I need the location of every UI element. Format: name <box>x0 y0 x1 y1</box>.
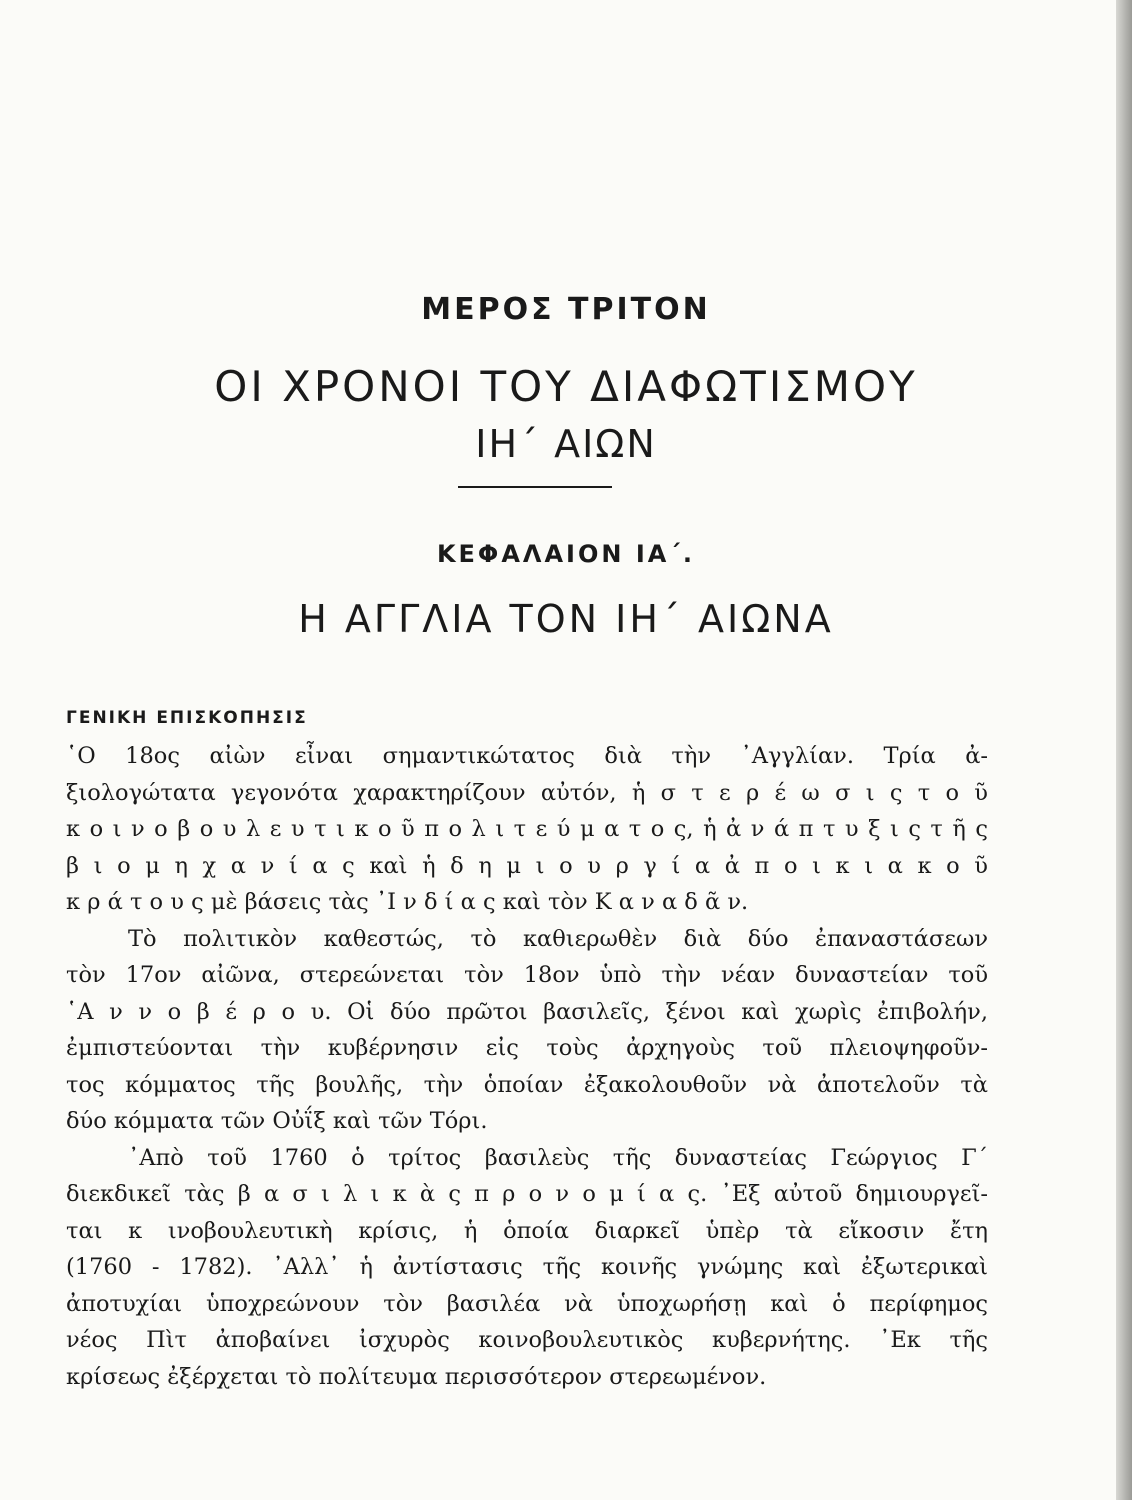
text-line: δύο κόμματα τῶν Οὐΐξ καὶ τῶν Τόρι. <box>66 1108 488 1134</box>
chapter-label: ΚΕΦΑΛΑΙΟΝ ΙΑ΄. <box>436 540 696 568</box>
text-line: ἐμπιστεύονται τὴν κυβέρνησιν εἰς τοὺς ἀρχηγοὺς τοῦ πλειοψηφοῦν- <box>66 1035 988 1061</box>
text-line: νέος Πὶτ ἀποβαίνει ἰσχυρὸς κοινοβουλευτικὸς κυβερνήτης. ᾿Εκ τῆς <box>66 1327 988 1353</box>
text-line: ῾Α ν ν ο β έ ρ ο υ. Οἱ δύο πρῶτοι βασιλεῖς, ξένοι καὶ χωρὶς ἐπιβολήν, <box>66 998 988 1025</box>
period-title: ΟΙ ΧΡΟΝΟΙ ΤΟΥ ΔΙΑΦΩΤΙΣΜΟΥ <box>214 362 918 411</box>
text-line: ῾Ο 18ος αἰὼν εἶναι σημαντικώτατος διὰ τὴν ᾿Αγγλίαν. Τρία ἀ- <box>66 743 988 769</box>
chapter-title: Η ΑΓΓΛΙΑ ΤΟΝ ΙΗ΄ ΑΙΩΝΑ <box>298 597 834 641</box>
text-line: τος κόμματος τῆς βουλῆς, τὴν ὁποίαν ἐξακολουθοῦν νὰ ἀποτελοῦν τὰ <box>66 1071 988 1098</box>
text-line: κρίσεως ἐξέρχεται τὸ πολίτευμα περισσότερον στερεωμένον. <box>66 1363 767 1390</box>
part-label: ΜΕΡΟΣ ΤΡΙΤΟΝ <box>421 292 711 327</box>
text-line: ται κ ινοβουλευτικὴ κρίσις, ἡ ὁποία διαρκεῖ ὑπὲρ τὰ εἴκοσιν ἔτη <box>66 1217 988 1244</box>
text-line: ᾿Απὸ τοῦ 1760 ὁ τρίτος βασιλεὺς τῆς δυναστείας Γεώργιος Γ΄ <box>128 1144 988 1171</box>
section-heading: ΓΕΝΙΚΗ ΕΠΙΣΚΟΠΗΣΙΣ <box>66 708 308 728</box>
text-line: κ ρ ά τ ο υ ς μὲ βάσεις τὰς ᾿Ι ν δ ί α ς καὶ τὸν Κ α ν α δ ᾶ ν. <box>66 889 749 915</box>
text-line: διεκδικεῖ τὰς β α σ ι λ ι κ ὰ ς π ρ ο ν ο μ ί α ς. ᾿Εξ αὐτοῦ δημιουργεῖ- <box>66 1181 988 1207</box>
title-divider <box>458 486 612 488</box>
body-text <box>66 738 988 1395</box>
text-line: β ι ο μ η χ α ν ί α ς καὶ ἡ δ η μ ι ο υ ρ γ ί α ἀ π ο ι κ ι α κ ο ῦ <box>66 852 988 879</box>
text-line: τὸν 17ον αἰῶνα, στερεώνεται τὸν 18ον ὑπὸ τὴν νέαν δυναστείαν τοῦ <box>66 962 988 988</box>
page-edge-shadow <box>1116 0 1132 1500</box>
text-line: (1760 - 1782). ᾿Αλλ᾿ ἡ ἀντίστασις τῆς κοινῆς γνώμης καὶ ἐξωτερικαὶ <box>66 1254 988 1280</box>
text-line: ξιολογώτατα γεγονότα χαρακτηρίζουν αὐτόν, ἡ σ τ ε ρ έ ω σ ι ς τ ο ῦ <box>66 779 988 806</box>
century-label: ΙΗ΄ ΑΙΩΝ <box>475 422 657 466</box>
text-line: Τὸ πολιτικὸν καθεστώς, τὸ καθιερωθὲν διὰ δύο ἐπαναστάσεων <box>128 925 988 952</box>
text-line: κ ο ι ν ο β ο υ λ ε υ τ ι κ ο ῦ π ο λ ι τ ε ύ μ α τ ο ς, ἡ ἀ ν ά π τ υ ξ ι ς τ ῆ ς <box>66 816 988 842</box>
text-line: ἀποτυχίαι ὑποχρεώνουν τὸν βασιλέα νὰ ὑποχωρήσῃ καὶ ὁ περίφημος <box>66 1290 988 1317</box>
